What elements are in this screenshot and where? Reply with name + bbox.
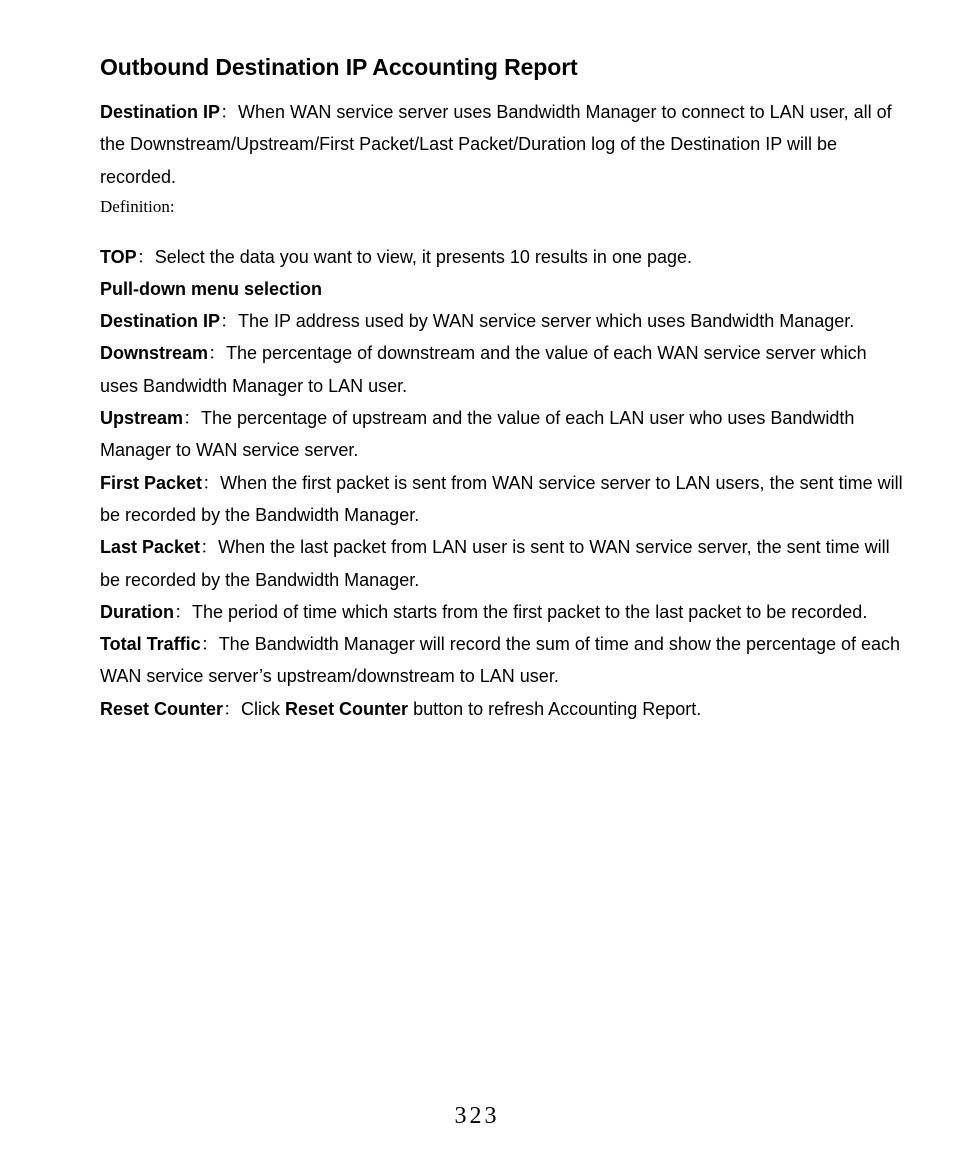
separator: ：: [202, 472, 221, 493]
item-destination-ip: [100, 305, 908, 337]
page-number: 323: [454, 1103, 500, 1129]
item-duration: [100, 596, 908, 628]
term-top: TOP: [100, 246, 137, 267]
item-term: Reset Counter: [100, 698, 224, 719]
top-text: Select the data you want to view, it presents 10 results in one page.: [154, 246, 693, 267]
intro-paragraph: [100, 96, 908, 193]
item-first-packet: [100, 467, 908, 532]
term-destination-ip: Destination IP: [100, 102, 221, 122]
page-title: Outbound Destination IP Accounting Report: [100, 54, 578, 80]
separator: ：: [220, 311, 239, 332]
item-text: The percentage of downstream and the value of each WAN service server which uses Bandwidth Manager to LAN user.: [100, 343, 867, 396]
item-reset-counter: [100, 693, 908, 725]
item-last-packet: [100, 531, 908, 596]
item-term: Total Traffic: [100, 634, 201, 655]
separator: ：: [174, 601, 192, 622]
item-text: When the last packet from LAN user is sent to WAN service server, the sent time will be recorded by the Bandwidth Manager.: [100, 537, 890, 590]
separator: ：: [183, 408, 202, 429]
document-page: [100, 50, 908, 725]
item-text: The IP address used by WAN service server which uses Bandwidth Manager.: [238, 311, 855, 332]
top-paragraph: [100, 241, 908, 273]
item-term: Destination IP: [100, 311, 221, 332]
item-total-traffic: [100, 628, 908, 693]
item-term: Duration: [100, 601, 174, 622]
item-term: First Packet: [100, 472, 203, 493]
menu-heading: Pull-down menu selection: [100, 279, 323, 300]
reset-counter-button-ref: Reset Counter: [285, 698, 409, 719]
item-text: The period of time which starts from the first packet to the last packet to be recorded.: [192, 601, 868, 622]
separator: ：: [220, 102, 239, 122]
item-term: Last Packet: [100, 537, 201, 558]
item-term: Downstream: [100, 343, 209, 364]
separator: ：: [223, 698, 242, 719]
item-text: The percentage of upstream and the value of each LAN user who uses Bandwidth Manager to WAN service server.: [100, 408, 855, 461]
item-text: When the first packet is sent from WAN service server to LAN users, the sent time will be recorded by the Bandwidth Manager.: [100, 472, 903, 525]
separator: ：: [136, 246, 155, 267]
intro-text: When WAN service server uses Bandwidth Manager to connect to LAN user, all of the Downstream/Upstream/First Packet/Last Packet/Duration log of the Destination IP will be recorded.: [100, 102, 892, 187]
item-term: Upstream: [100, 408, 184, 429]
separator: ：: [208, 343, 227, 364]
separator: ：: [200, 537, 219, 558]
item-upstream: [100, 402, 908, 467]
reset-text-post: button to refresh Accounting Report.: [408, 698, 702, 719]
definition-label: Definition:: [100, 196, 175, 216]
item-text: The Bandwidth Manager will record the sum of time and show the percentage of each WAN service server’s upstream/downstream to LAN user.: [100, 634, 901, 687]
separator: ：: [200, 634, 219, 655]
reset-text-pre: Click: [241, 698, 286, 719]
item-downstream: [100, 337, 908, 402]
